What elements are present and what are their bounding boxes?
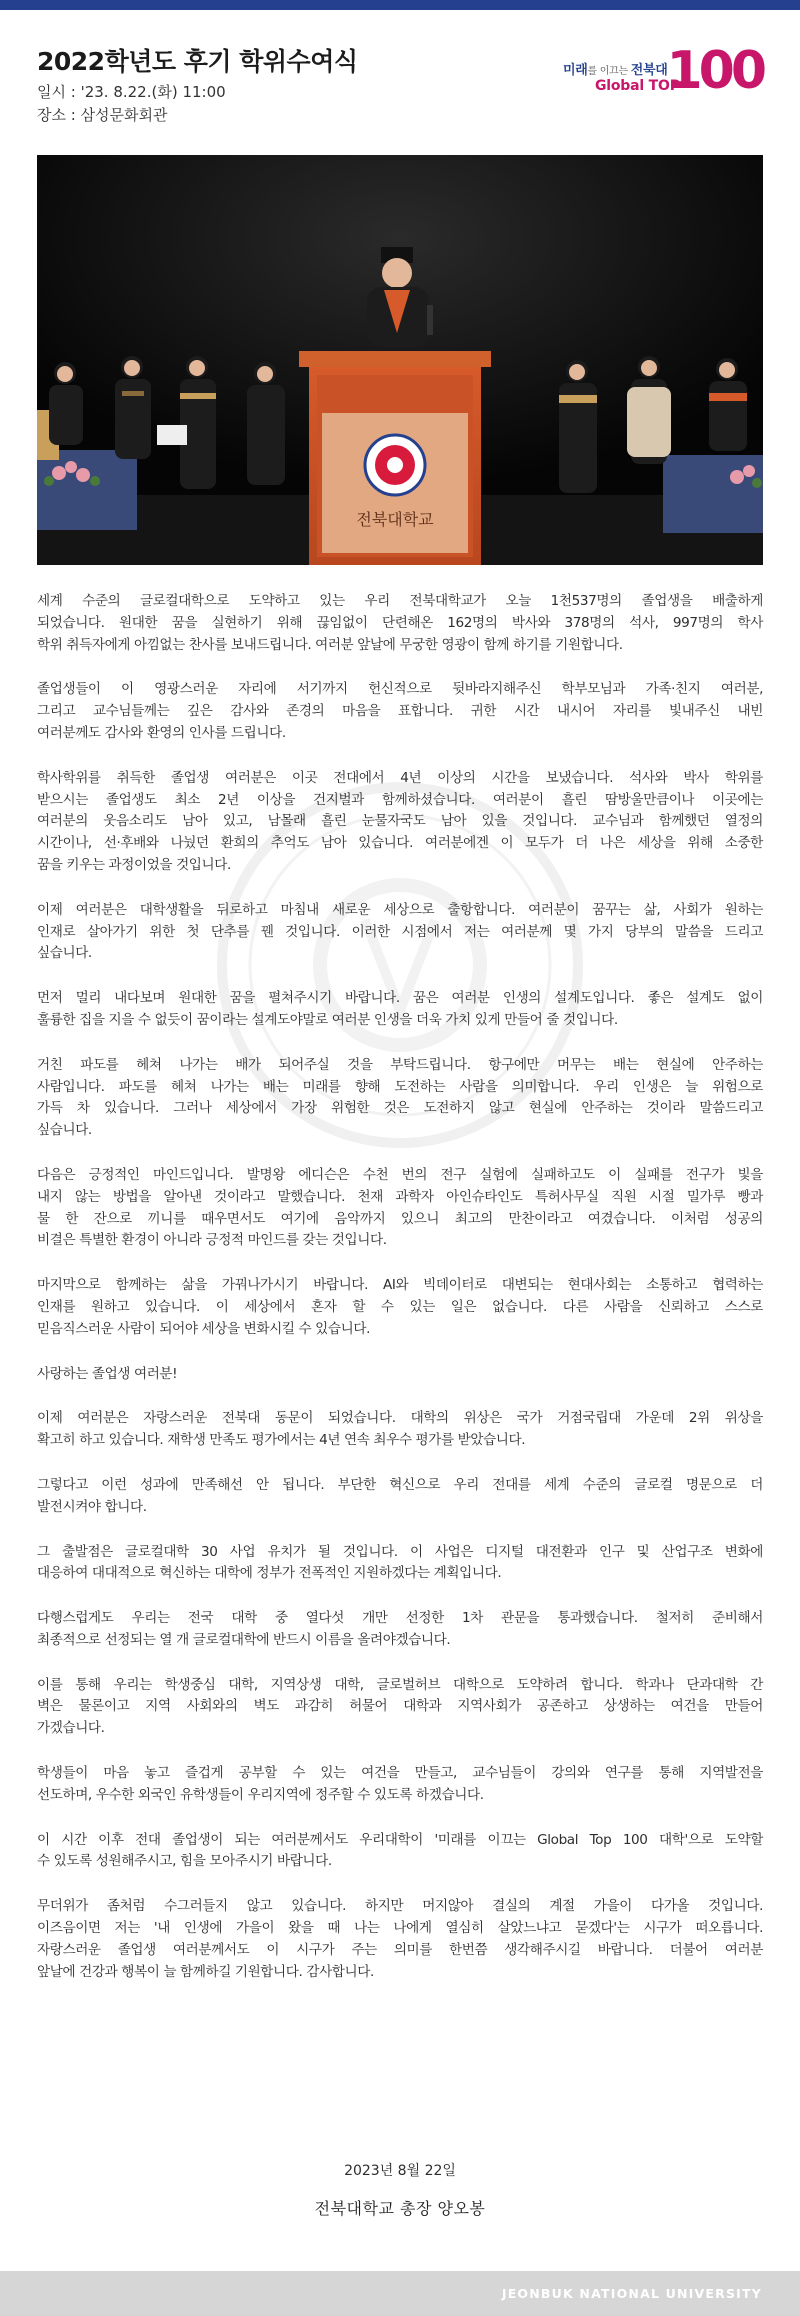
logo-slogan-part1: 미래 [563,63,588,78]
body-paragraph [37,679,763,744]
body-paragraph [37,1408,763,1452]
paragraph-line: 졸업생들이 이 영광스러운 자리에 서기까지 헌신적으로 뒷바라지해주신 학부모님과 가족·친지 여러분, [37,681,763,698]
global-top-100-logo [563,41,763,101]
body-paragraph [37,1165,763,1252]
paragraph-line: 이제 여러분은 자랑스러운 전북대 동문이 되었습니다. 대학의 위상은 국가 거점국립대 가운데 2위 위상을 [37,1410,763,1427]
paragraph-line: 싶습니다. [37,945,92,962]
paragraph-line: 그렇다고 이런 성과에 만족해선 안 됩니다. 부단한 혁신으로 우리 전대를 세계 수준의 글로컬 명문으로 더 [37,1476,763,1493]
paragraph-line: 학생들이 마음 놓고 즐겁게 공부할 수 있는 여건을 만들고, 교수님들이 강의와 연구를 통해 지역발전을 [37,1765,763,1782]
paragraph-line: 여러분께도 감사와 환영의 인사를 드립니다. [37,724,286,741]
body-paragraph [37,1055,763,1142]
body-paragraph [37,1675,763,1740]
paragraph-line: 학사학위를 취득한 졸업생 여러분은 이곳 전대에서 4년 이상의 시간을 보냈습니다. 석사와 박사 학위를 [37,769,763,786]
paragraph-line: 마지막으로 함께하는 삶을 가꿔나가시기 바랍니다. AI와 빅데이터로 대변되는 현대사회는 소통하고 협력하는 [37,1277,763,1294]
footer-university-name: JEONBUK NATIONAL UNIVERSITY [501,2286,762,2301]
paragraph-line: 가득 차 있습니다. 그러나 세상에서 가장 위험한 것은 도전하지 않고 현실에 안주하는 것이라 말씀드리고 [37,1100,763,1117]
body-paragraph [37,1475,763,1519]
paragraph-line: 인재로 살아가기 위한 첫 단추를 꿴 것입니다. 이러한 시점에서 저는 여러분께 몇 가지 당부의 말씀을 드리고 [37,923,763,940]
paragraph-line: 먼저 멀리 내다보며 원대한 꿈을 펼쳐주시기 바랍니다. 꿈은 여러분 인생의 설계도입니다. 좋은 설계도 없이 [37,990,763,1007]
logo-global-top: Global TOP [595,78,680,94]
paragraph-line: 학위 취득자에게 아낌없는 찬사를 보내드립니다. 여러분 앞날에 무궁한 영광이 함께 하기를 기원합니다. [37,636,623,653]
closing-date: 2023년 8월 22일 [344,2163,456,2179]
paragraph-line: 선도하며, 우수한 외국인 유학생들이 우리지역에 정주할 수 있도록 하겠습니다. [37,1786,484,1803]
paragraph-line: 이를 통해 우리는 학생중심 대학, 지역상생 대학, 글로벌허브 대학으로 도약하려 합니다. 학과나 단과대학 간 [37,1676,763,1693]
paragraph-line: 이 시간 이후 전대 졸업생이 되는 여러분께서도 우리대학이 '미래를 이끄는 Global Top 100 대학'으로 도약할 [37,1831,763,1848]
paragraph-line: 다행스럽게도 우리는 전국 대학 중 열다섯 개만 선정한 1차 관문을 통과했습니다. 철저히 준비해서 [37,1610,763,1627]
paragraph-line: 대응하여 대대적으로 혁신하는 대학에 정부가 전폭적인 지원하겠다는 계획입니다. [37,1565,502,1582]
paragraph-line: 자랑스러운 졸업생 여러분께서도 이 시구가 주는 의미를 한번쯤 생각해주시길 바랍니다. 더불어 여러분 [37,1941,763,1958]
paragraph-line: 싶습니다. [37,1122,92,1139]
logo-slogan [563,59,668,78]
body-paragraph [37,988,763,1032]
paragraph-line: 수 있도록 성원해주시고, 힘을 모아주시기 바랍니다. [37,1853,332,1870]
body-paragraph [37,1542,763,1586]
paragraph-line: 비결은 특별한 환경이 아니라 긍정적 마인드를 갖는 것입니다. [37,1232,387,1249]
body-paragraph [37,1608,763,1652]
body-paragraph [37,1763,763,1807]
logo-100-mark: 100 [666,41,763,101]
event-date: 일시 : '23. 8.22.(화) 11:00 [37,83,226,101]
paragraph-line: 거친 파도를 헤쳐 나가는 배가 되어주실 것을 부탁드립니다. 항구에만 머무는 배는 현실에 안주하는 [37,1056,763,1073]
body-paragraph [37,1896,763,1983]
page-header [37,41,763,130]
stage-illustration [37,155,763,565]
paragraph-line: 가겠습니다. [37,1720,105,1737]
paragraph-line: 인재를 원하고 있습니다. 이 세상에서 혼자 할 수 있는 일은 없습니다. 다른 사람을 신뢰하고 스스로 [37,1298,763,1315]
paragraph-line: 받으시는 졸업생도 최소 2년 이상을 건지벌과 함께하셨습니다. 여러분이 흘린 땀방울만큼이나 이곳에는 [37,791,763,808]
podium-university-name: 전북대학교 [356,510,434,529]
logo-slogan-part2: 를 이끄는 [587,66,631,77]
top-accent-bar [0,0,800,10]
paragraph-line: 물 한 잔으로 끼니를 때우면서도 여기에 음악까지 있으니 최고의 만찬이라고 여겼습니다. 이처럼 성공의 [37,1210,763,1227]
paragraph-line: 확고히 하고 있습니다. 재학생 만족도 평가에서는 4년 연속 최우수 평가를 받았습니다. [37,1432,526,1449]
paragraph-line: 이제 여러분은 대학생활을 뒤로하고 마침내 새로운 세상으로 출항합니다. 여러분이 꿈꾸는 삶, 사회가 원하는 [37,901,763,918]
paragraph-line: 되었습니다. 원대한 꿈을 실현하기 위해 끊임없이 단련해온 162명의 박사와 378명의 석사, 997명의 학사 [37,614,763,631]
paragraph-line: 사람입니다. 파도를 헤쳐 나가는 배는 미래를 향해 도전하는 사람을 의미합니다. 우리 인생은 늘 위험으로 [37,1078,763,1095]
event-place: 장소 : 삼성문화회관 [37,106,168,124]
paragraph-line: 앞날에 건강과 행복이 늘 함께하길 기원합니다. 감사합니다. [37,1963,374,1980]
commencement-photo [37,155,763,565]
paragraph-line: 내지 않는 방법을 알아낸 것이라고 말했습니다. 천재 과학자 아인슈타인도 특허사무실 직원 시절 밀가루 빵과 [37,1188,763,1205]
body-paragraph [37,1364,763,1386]
paragraph-line: 벽은 물론이고 지역 사회와의 벽도 과감히 허물어 대학과 지역사회가 공존하고 상생하는 여건을 만들어 [37,1698,763,1715]
paragraph-line: 믿음직스러운 사람이 되어야 세상을 변화시킬 수 있습니다. [37,1320,371,1337]
paragraph-line: 다음은 긍정적인 마인드입니다. 발명왕 에디슨은 수천 번의 전구 실험에 실패하고도 이 실패를 전구가 빛을 [37,1166,763,1183]
paragraph-line: 그 출발점은 글로컬대학 30 사업 유치가 될 것입니다. 이 사업은 디지털 대전환과 인구 및 산업구조 변화에 [37,1543,763,1560]
paragraph-line: 사랑하는 졸업생 여러분! [37,1365,178,1382]
president-signature: 전북대학교 총장 양오봉 [314,2199,486,2218]
logo-slogan-part3: 전북대 [630,63,668,78]
paragraph-line: 최종적으로 선정되는 열 개 글로컬대학에 반드시 이름을 올려야겠습니다. [37,1631,451,1648]
paragraph-line: 꿈을 키우는 과정이었을 것입니다. [37,856,231,873]
paragraph-line: 발전시켜야 합니다. [37,1498,147,1515]
paragraph-line: 여러분의 웃음소리도 남아 있고, 남몰래 흘린 눈물자국도 남아 있을 것입니다. 교수님과 함께했던 열정의 [37,813,763,830]
page-footer [0,2271,800,2316]
address-body [37,591,763,2006]
paragraph-line: 이즈음이면 저는 '내 인생에 가을이 왔을 때 나는 나에게 열심히 살았느냐고 묻겠다'는 시구가 떠오릅니다. [37,1920,763,1937]
paragraph-line: 무더위가 좀처럼 수그러들지 않고 있습니다. 하지만 머지않아 결실의 계절 가을이 다가올 것입니다. [37,1898,763,1915]
paragraph-line: 시간이나, 선·후배와 나눴던 환희의 추억도 남아 있습니다. 여러분에겐 이 모두가 더 나은 세상을 위해 소중한 [37,835,763,852]
paragraph-line: 그리고 교수님들께는 깊은 감사와 존경의 마음을 표합니다. 귀한 시간 내시어 자리를 빛내주신 내빈 [37,703,763,720]
body-paragraph [37,1275,763,1340]
body-paragraph [37,1830,763,1874]
page-title: 2022학년도 후기 학위수여식 [37,47,358,76]
body-paragraph [37,591,763,656]
body-paragraph [37,768,763,877]
body-paragraph [37,900,763,965]
paragraph-line: 훌륭한 집을 지을 수 없듯이 꿈이라는 설계도야말로 여러분 인생을 더욱 가치 있게 만들어 줄 것입니다. [37,1011,618,1028]
paragraph-line: 세계 수준의 글로컬대학으로 도약하고 있는 우리 전북대학교가 오늘 1천537명의 졸업생을 배출하게 [37,593,763,609]
